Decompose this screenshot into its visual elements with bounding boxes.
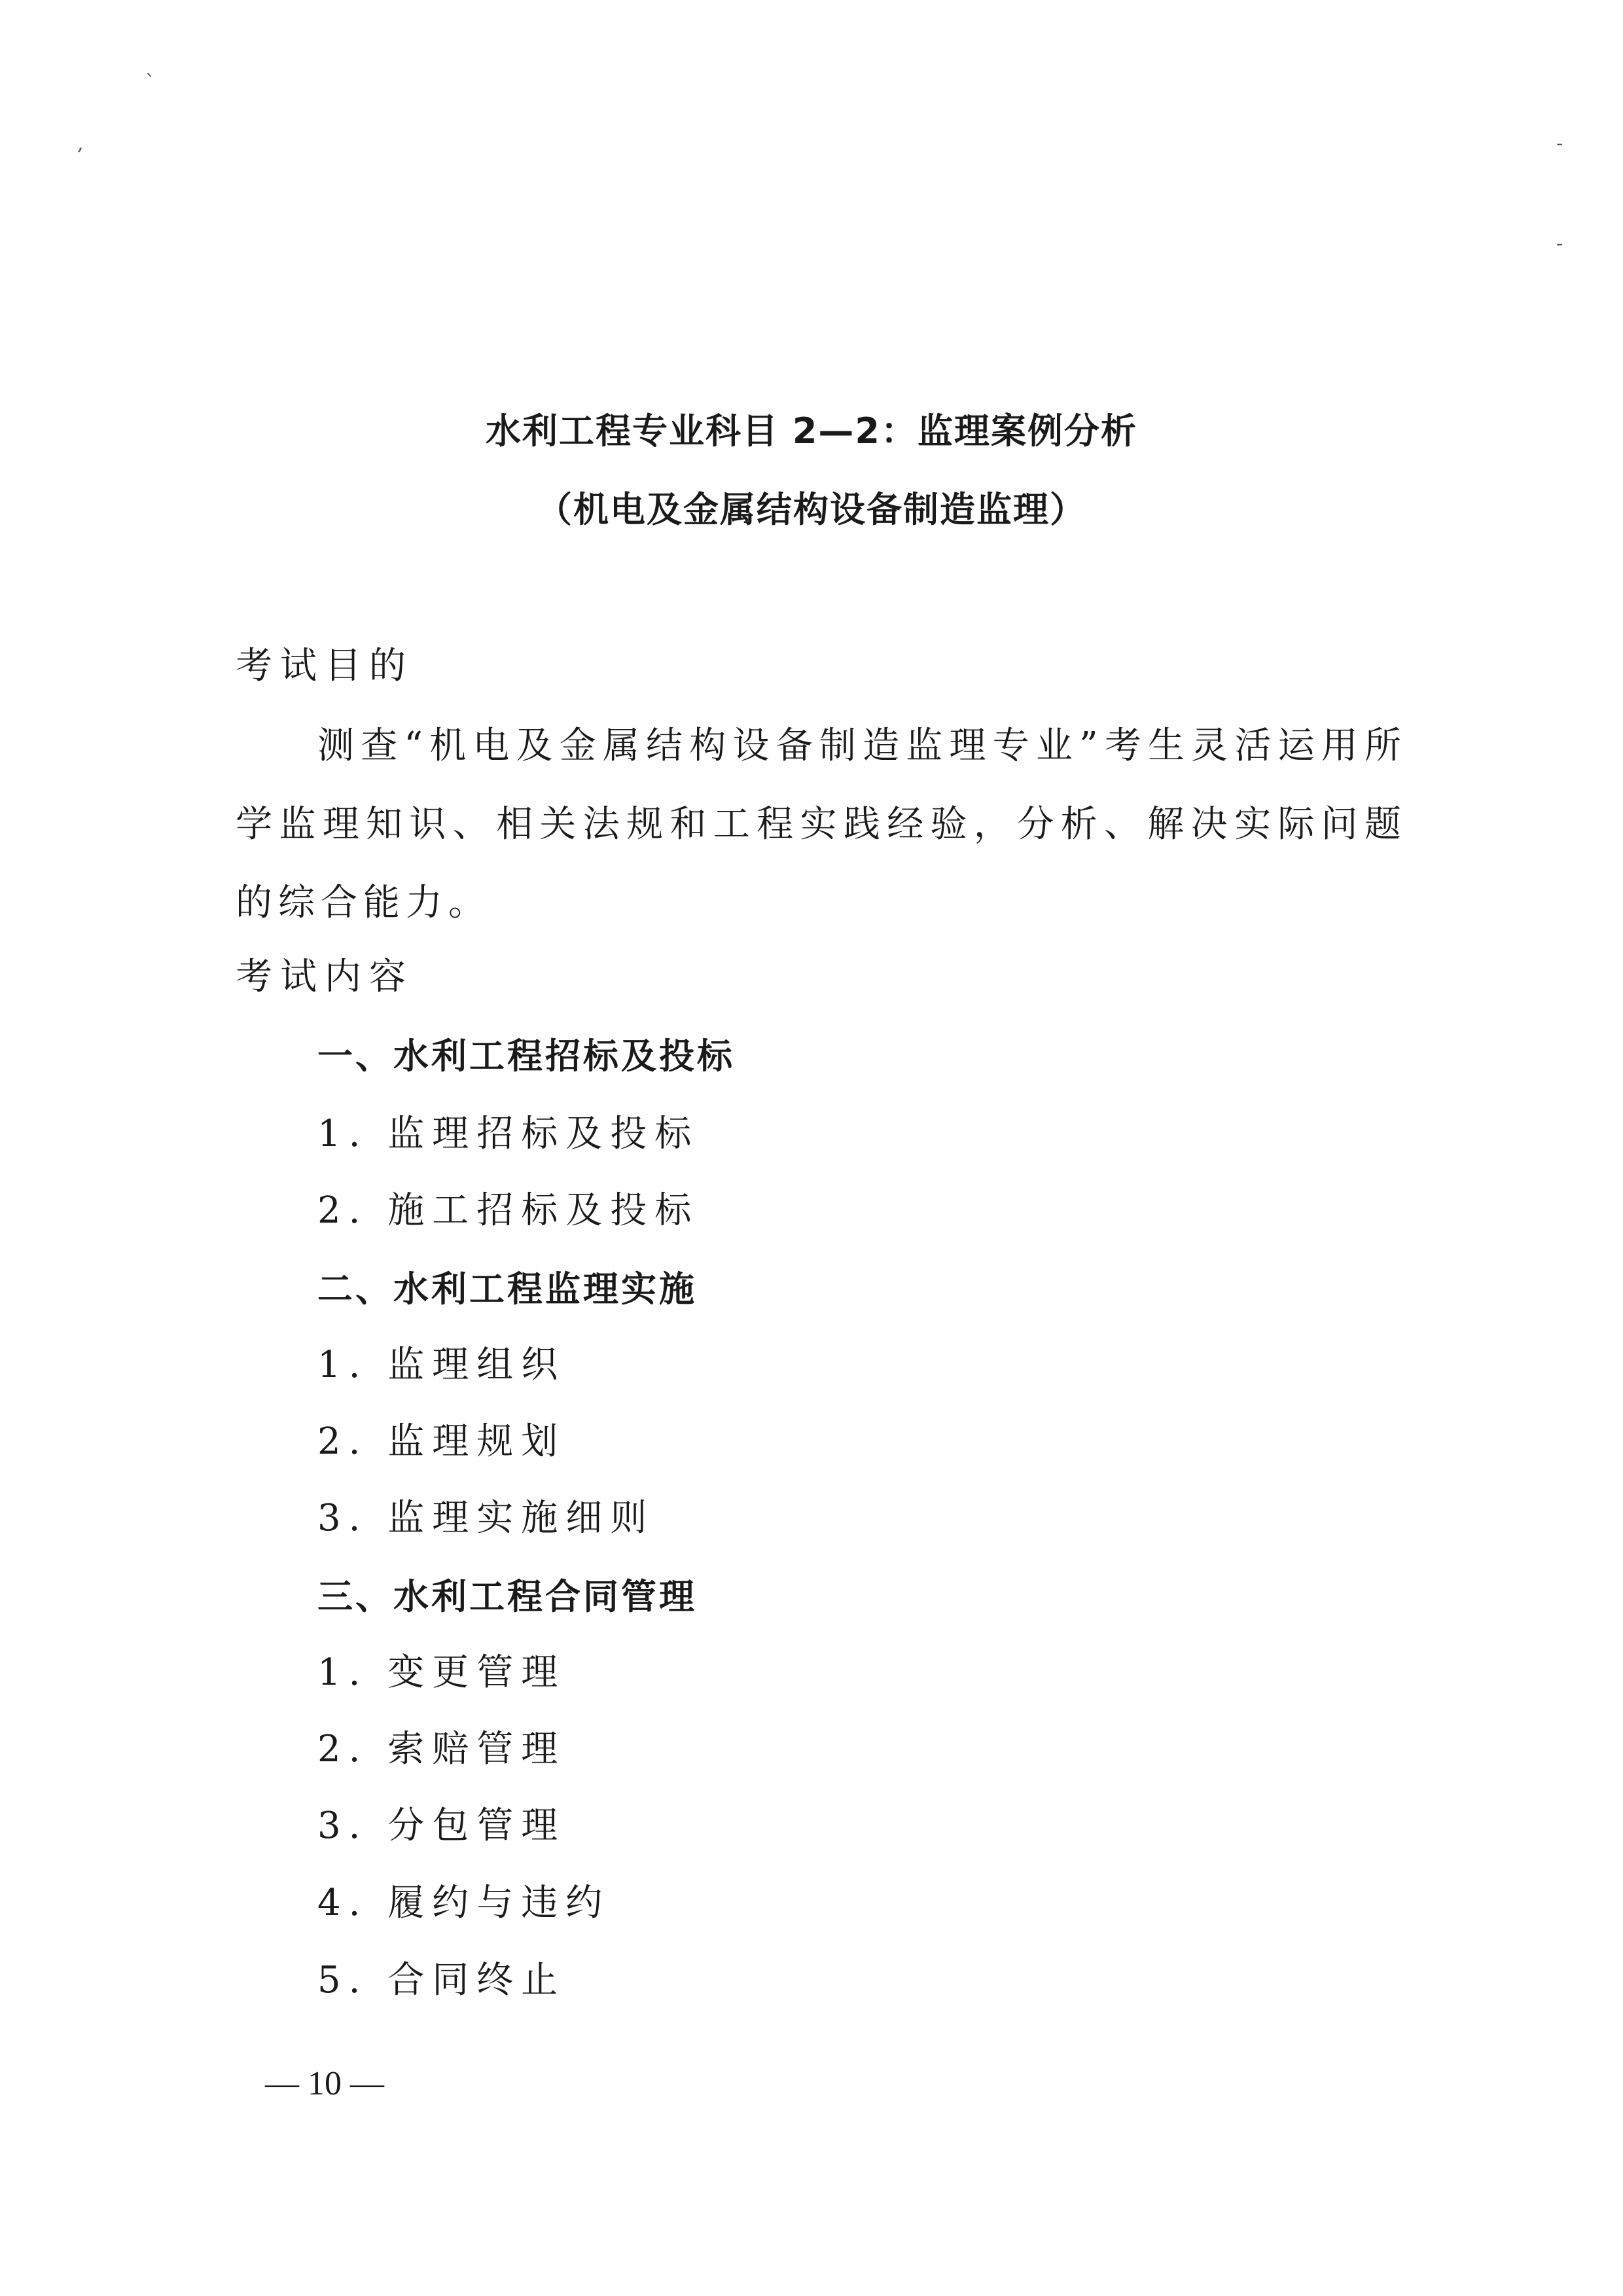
- list-item: 2. 施工招标及投标: [317, 1189, 700, 1232]
- section-title: 一、水利工程招标及投标: [317, 1035, 735, 1077]
- page-number: — 10 —: [265, 2065, 384, 2102]
- list-item: 4. 履约与违约: [317, 1882, 611, 1924]
- list-item: 3. 分包管理: [317, 1804, 566, 1847]
- content-heading: 考试内容: [236, 956, 414, 998]
- list-item: 3. 监理实施细则: [317, 1497, 655, 1539]
- list-item: 2. 监理规划: [317, 1420, 566, 1463]
- scan-speck: -: [1556, 132, 1563, 155]
- scan-speck: ,: [77, 132, 84, 155]
- document-title: 水利工程专业科目 2—2：监理案例分析: [486, 410, 1137, 452]
- scan-speck: `: [145, 71, 155, 94]
- section-title: 二、水利工程监理实施: [317, 1268, 697, 1310]
- list-item: 1. 变更管理: [317, 1651, 566, 1694]
- purpose-paragraph: 测查“机电及金属结构设备制造监理专业”考生灵活运用所学监理知识、相关法规和工程实践经验，分析、解决实际问题的综合能力。: [236, 725, 1407, 924]
- list-item: 1. 监理组织: [317, 1344, 566, 1386]
- document-subtitle: （机电及金属结构设备制造监理）: [537, 489, 1086, 530]
- list-item: 5. 合同终止: [317, 1959, 566, 2001]
- list-item: 2. 索赔管理: [317, 1728, 566, 1770]
- scan-speck: -: [1556, 232, 1563, 255]
- list-item: 1. 监理招标及投标: [317, 1113, 700, 1155]
- purpose-heading: 考试目的: [236, 645, 414, 687]
- section-title: 三、水利工程合同管理: [317, 1576, 697, 1617]
